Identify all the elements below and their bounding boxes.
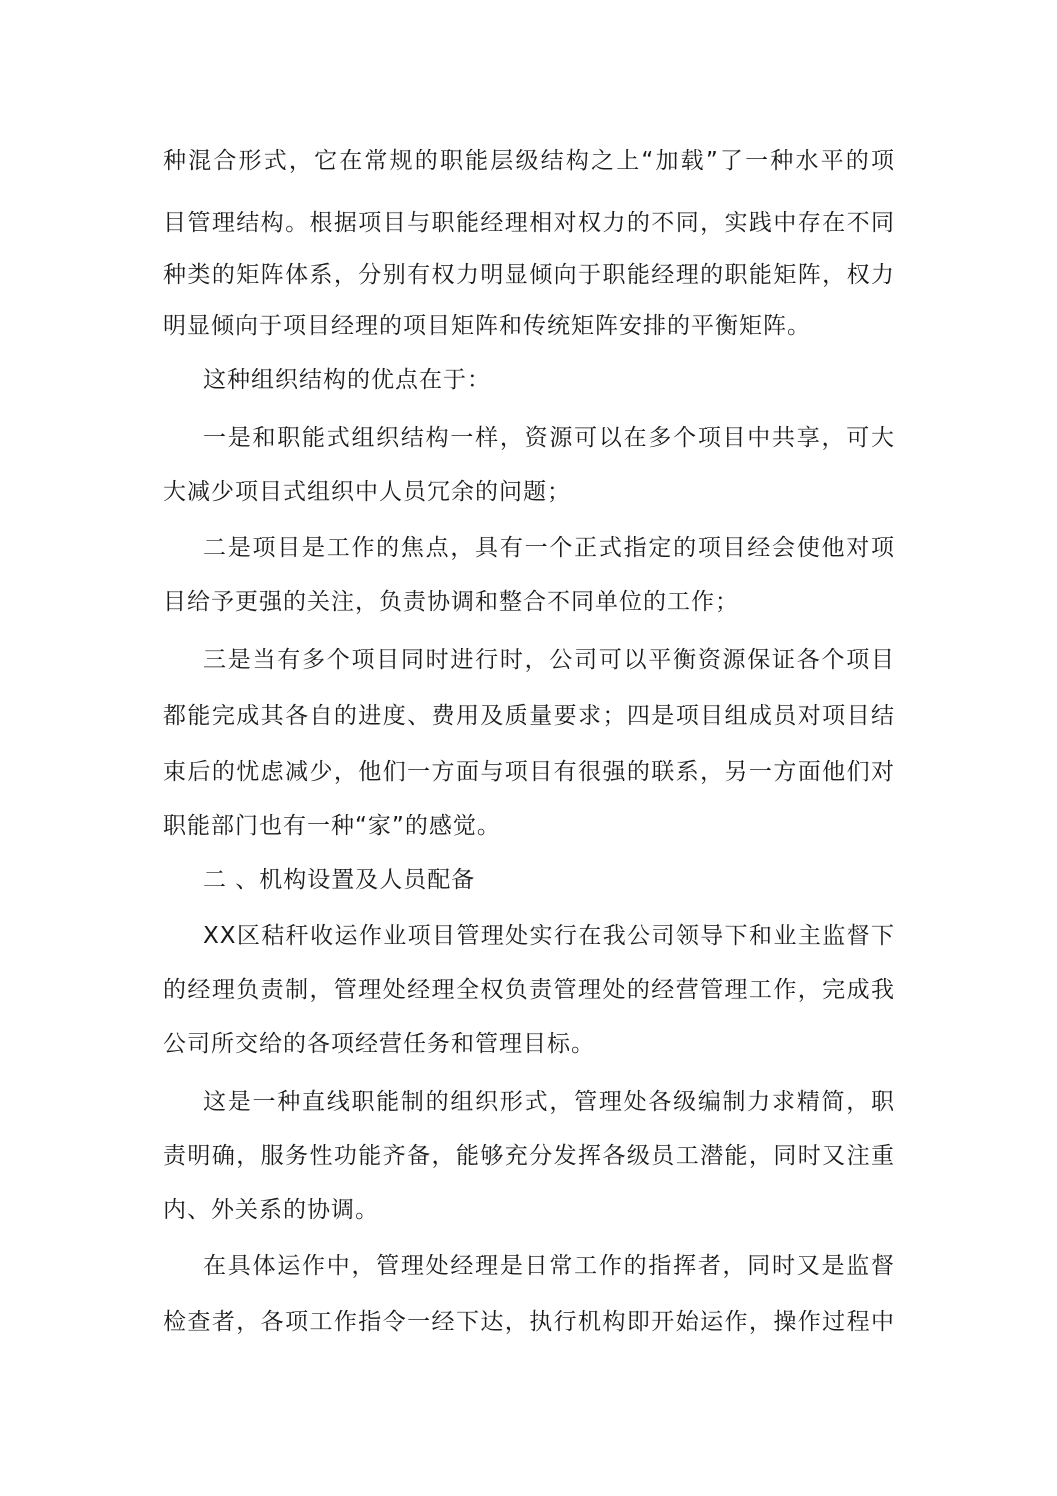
text-line: 一是和职能式组织结构一样，资源可以在多个项目中共享，可大 (203, 425, 895, 451)
text-line: 职能部门也有一种“家”的感觉。 (163, 813, 501, 839)
text-line: 这种组织结构的优点在于： (203, 367, 491, 393)
text-line: 明显倾向于项目经理的项目矩阵和传统矩阵安排的平衡矩阵。 (163, 313, 811, 339)
text-line: 内、外关系的协调。 (163, 1197, 379, 1223)
text-line: 这是一种直线职能制的组织形式，管理处各级编制力求精简，职 (203, 1089, 895, 1115)
text-line: 二是项目是工作的焦点，具有一个正式指定的项目经会使他对项 (203, 535, 895, 561)
text-line: 种混合形式，它在常规的职能层级结构之上“加载”了一种水平的项 (163, 148, 895, 174)
text-line: 的经理负责制，管理处经理全权负责管理处的经营管理工作，完成我 (163, 977, 895, 1003)
section-heading: 二 、机构设置及人员配备 (203, 867, 476, 893)
text-line: 检查者，各项工作指令一经下达，执行机构即开始运作，操作过程中 (163, 1309, 895, 1335)
text-line: 目管理结构。根据项目与职能经理相对权力的不同，实践中存在不同 (163, 210, 895, 236)
text-line: 三是当有多个项目同时进行时，公司可以平衡资源保证各个项目 (203, 647, 895, 673)
text-line: 大减少项目式组织中人员冗余的问题； (163, 479, 571, 505)
text-line: 种类的矩阵体系，分别有权力明显倾向于职能经理的职能矩阵，权力 (163, 262, 895, 288)
text-line: 目给予更强的关注，负责协调和整合不同单位的工作； (163, 589, 739, 615)
text-line: 在具体运作中，管理处经理是日常工作的指挥者，同时又是监督 (203, 1253, 895, 1279)
text-line: 束后的忧虑减少，他们一方面与项目有很强的联系，另一方面他们对 (163, 759, 895, 785)
text-line: 公司所交给的各项经营任务和管理目标。 (163, 1031, 595, 1057)
text-line: 都能完成其各自的进度、费用及质量要求；四是项目组成员对项目结 (163, 703, 895, 729)
text-line: 责明确，服务性功能齐备，能够充分发挥各级员工潜能，同时又注重 (163, 1143, 895, 1169)
text-line: XX区秸秆收运作业项目管理处实行在我公司领导下和业主监督下 (203, 923, 895, 949)
